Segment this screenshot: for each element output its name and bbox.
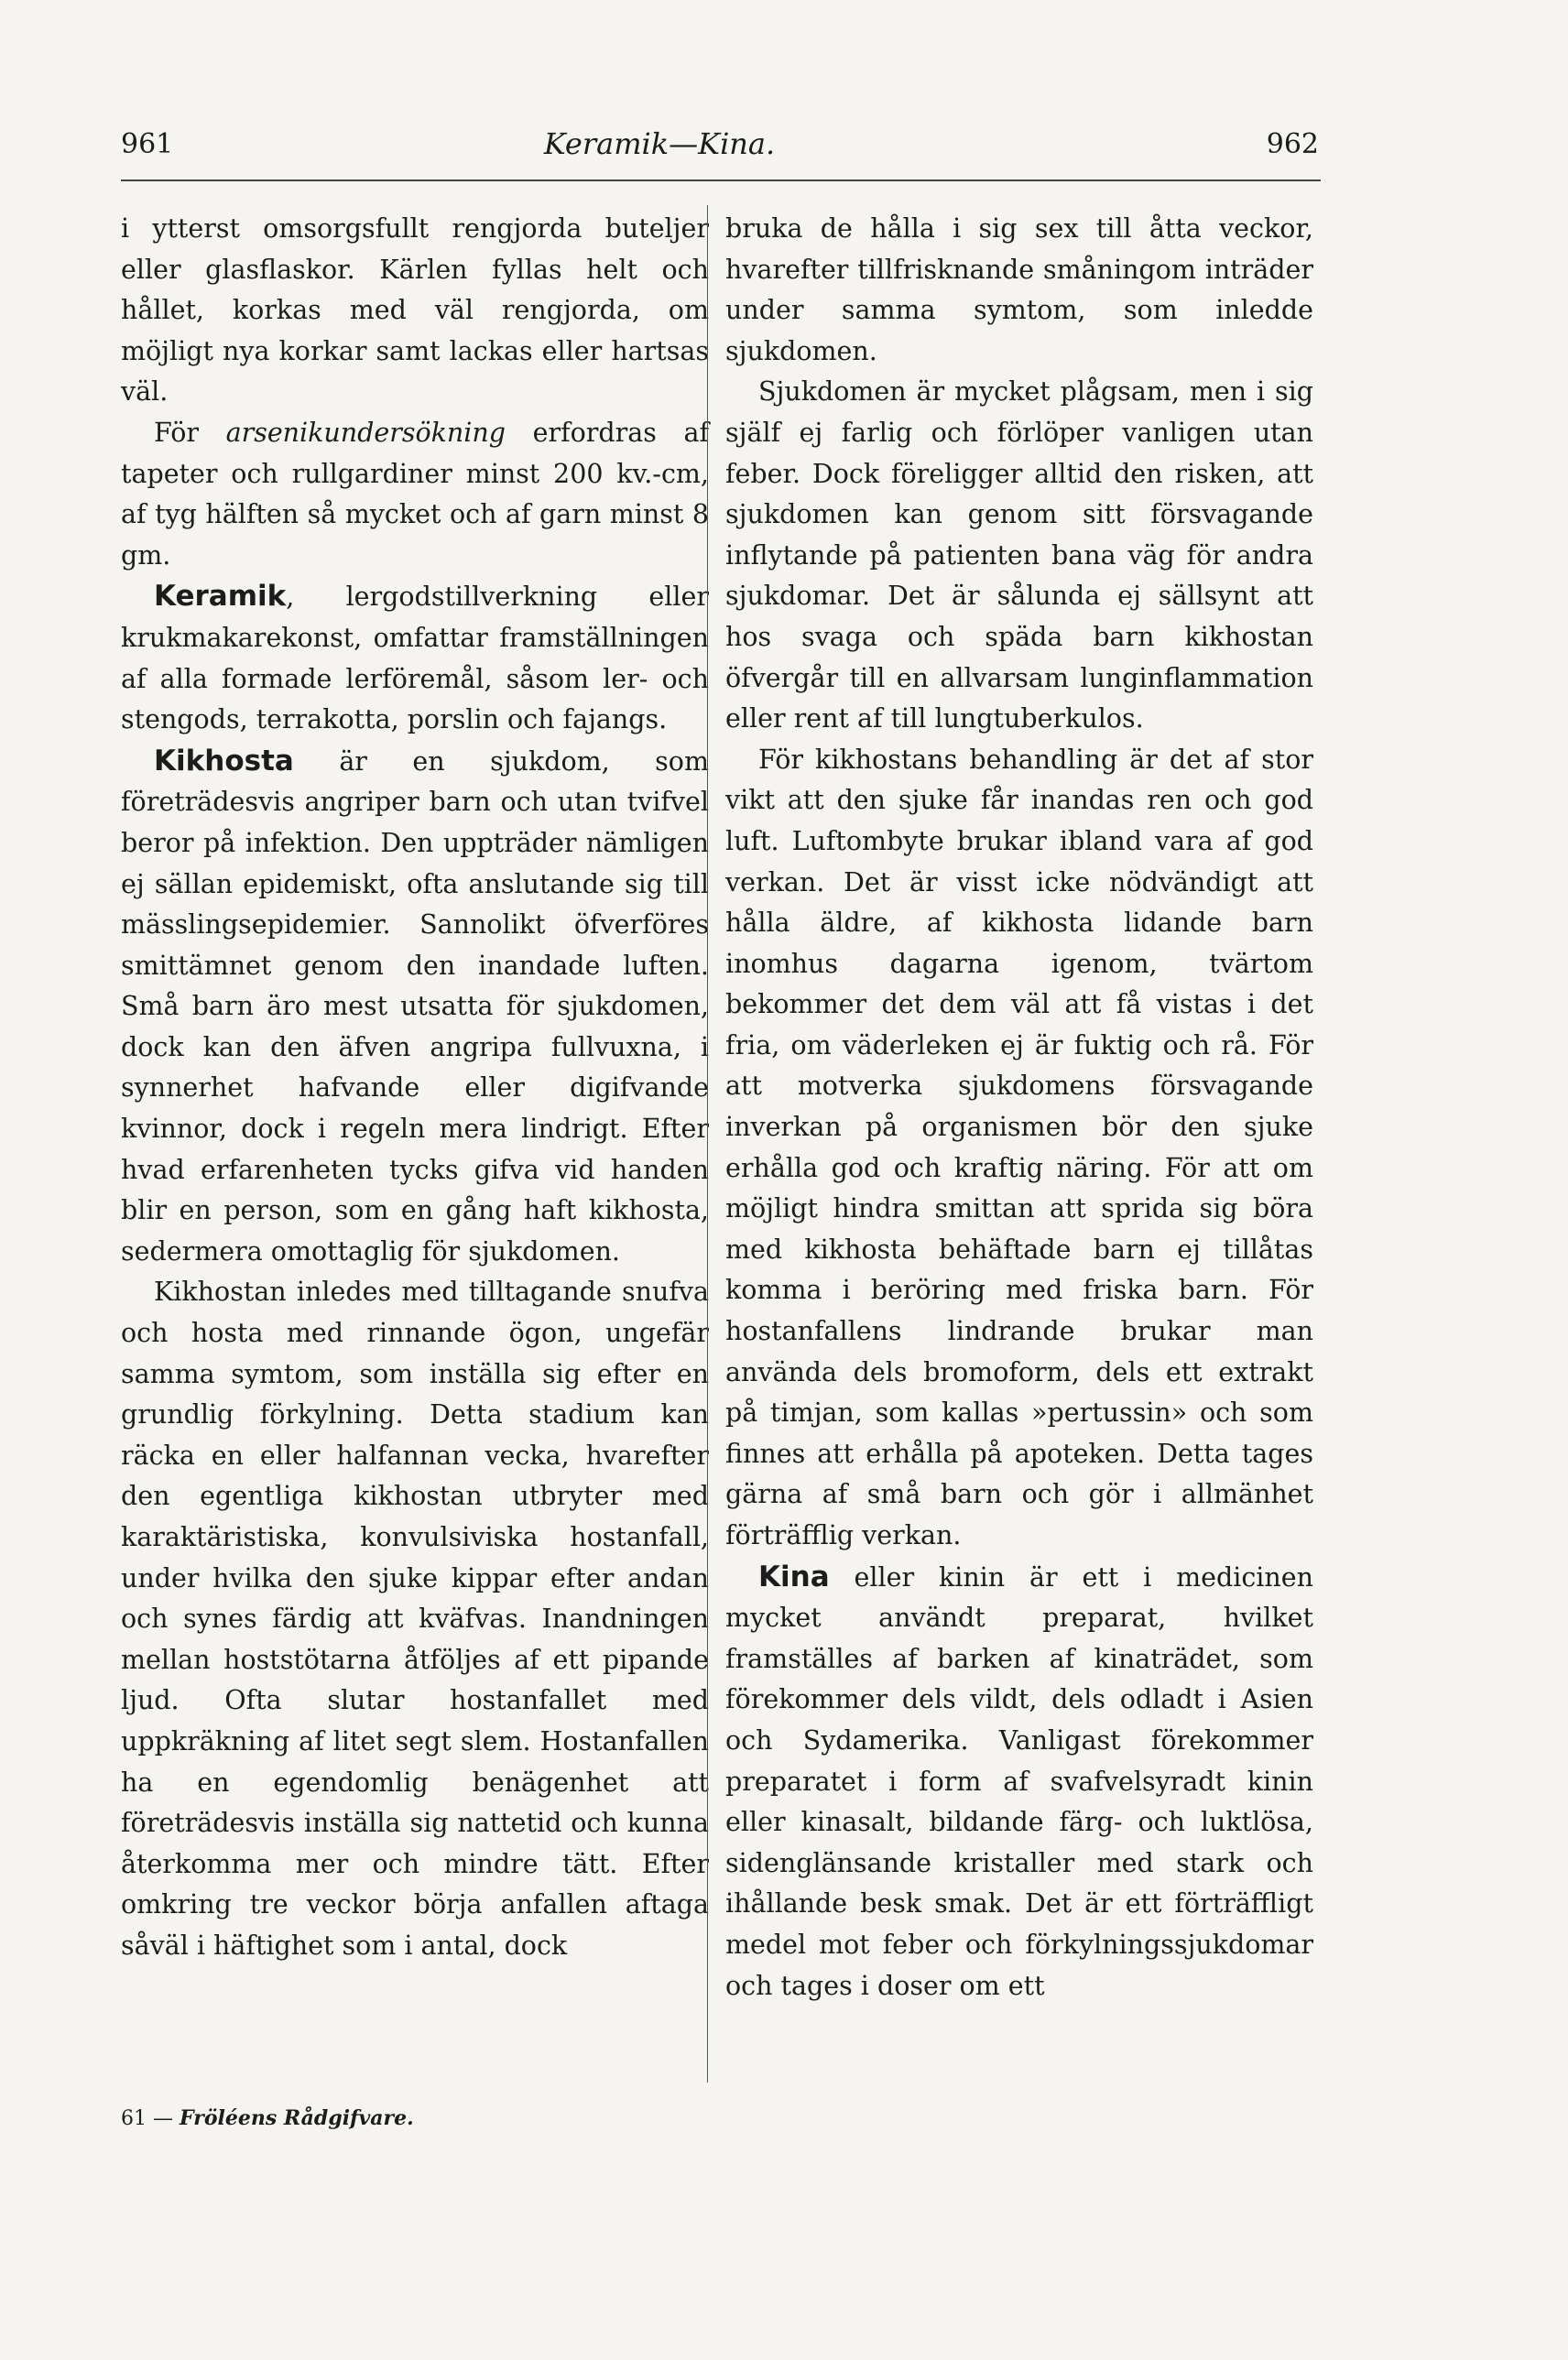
italic-term: arsenikundersökning: [225, 417, 506, 448]
column-divider: [707, 205, 708, 2083]
paragraph: i ytterst omsorgsfullt rengjorda buteljer eller glasflaskor. Kärlen fyllas helt och hållet, korkas med väl rengjorda, om möjligt nya korkar samt lackas eller hartsas väl.: [121, 213, 709, 408]
right-column: [725, 209, 1313, 2007]
signature-number: 61 —: [121, 2107, 173, 2130]
entry-kina: Kina eller kinin är ett i medicinen mycket användt preparat, hvilket framställes af barken af kinaträdet, som förekommer dels vildt, dels odladt i Asien och Sydamerika. Vanligast förekommer preparatet i form af svafvelsyradt kinin eller kinasalt, bildande färg- och luktlösa, sidenglänsande kristaller med stark och ihållande besk smak. Det är ett förträffligt medel mot feber och förkylningssjukdomar och tages i doser om ett: [725, 1560, 1313, 2001]
signature-title: Fröléens Rådgifvare.: [180, 2106, 414, 2130]
entry-kikhosta: Kikhosta är en sjukdom, som företrädesvis angriper barn och utan tvifvel beror på infektion. Den uppträder nämligen ej sällan epidemiskt, ofta anslutande sig till mässlingsepidemier. Sannolikt öfverföres smittämnet genom den inandade luften. Små barn äro mest utsatta för sjukdomen, dock kan den äfven angripa fullvuxna, i synnerhet hafvande eller digifvande kvinnor, dock i regeln mera lindrigt. Efter hvad erfarenheten tycks gifva vid handen blir en person, som en gång haft kikhosta, sedermera omottaglig för sjukdomen.: [121, 744, 709, 1267]
signature-line: [121, 2106, 414, 2130]
header-rule: [121, 179, 1321, 181]
running-title: Keramik—Kina.: [543, 126, 776, 161]
headword: Kina: [758, 1560, 830, 1593]
paragraph: Kikhostan inledes med tilltagande snufva och hosta med rinnande ögon, ungefär samma symtom, som inställa sig efter en grundlig förkylning. Detta stadium kan räcka en eller halfannan vecka, hvarefter den egentliga kikhostan utbryter med karaktäristiska, konvulsiviska hostanfall, under hvilka den sjuke kippar efter andan och synes färdig att kväfvas. Inandningen mellan hoststötarna åtföljes af ett pipande ljud. Ofta slutar hostanfallet med uppkräkning af litet segt slem. Hostanfallen ha en egendomlig benägenhet att företrädesvis inställa sig nattetid och kunna återkomma mer och mindre tätt. Efter omkring tre veckor börja anfallen aftaga såväl i häftighet som i antal, dock: [121, 1277, 709, 1961]
page-number-right: 962: [1266, 128, 1319, 160]
left-column: [121, 209, 709, 1967]
paragraph: För kikhostans behandling är det af stor vikt att den sjuke får inandas ren och god luft. Luftombyte brukar ibland vara af god verkan. Det är visst icke nödvändigt att hålla äldre, af kikhosta lidande barn inomhus dagarna igenom, tvärtom bekommer det dem väl att få vistas i det fria, om väderleken ej är fuktig och rå. För att motverka sjukdomens försvagande inverkan på organismen bör den sjuke erhålla god och kraftig näring. För att om möjligt hindra smittan att sprida sig böra med kikhosta behäftade barn ej tillåtas komma i beröring med friska barn. För hostanfallens lindrande brukar man använda dels bromoform, dels ett extrakt på timjan, som kallas »pertussin» och som finnes att erhålla på apoteken. Detta tages gärna af små barn och gör i allmänhet förträfflig verkan.: [725, 744, 1313, 1550]
headword: Keramik: [154, 580, 287, 614]
paragraph: bruka de hålla i sig sex till åtta veckor, hvarefter tillfrisknande småningom inträder under samma symtom, som inledde sjukdomen.: [725, 213, 1313, 366]
entry-keramik: Keramik, lergodstillverkning eller krukmakarekonst, omfattar framställningen af alla formade lerföremål, såsom ler- och stengods, terrakotta, porslin och fajangs.: [121, 580, 709, 735]
headword: Kikhosta: [154, 744, 294, 778]
paragraph: För arsenikundersökning erfordras af tapeter och rullgardiner minst 200 kv.-cm, af tyg hälften så mycket och af garn minst 8 gm.: [121, 417, 709, 571]
page-number-left: 961: [121, 128, 174, 160]
paragraph: Sjukdomen är mycket plågsam, men i sig själf ej farlig och förlöper vanligen utan feber. Dock föreligger alltid den risken, att sjukdomen kan genom sitt försvagande inflytande på patienten bana väg för andra sjukdomar. Det är sålunda ej sällsynt att hos svaga och späda barn kikhostan öfvergår till en allvarsam lunginflammation eller rent af till lungtuberkulos.: [725, 376, 1313, 734]
